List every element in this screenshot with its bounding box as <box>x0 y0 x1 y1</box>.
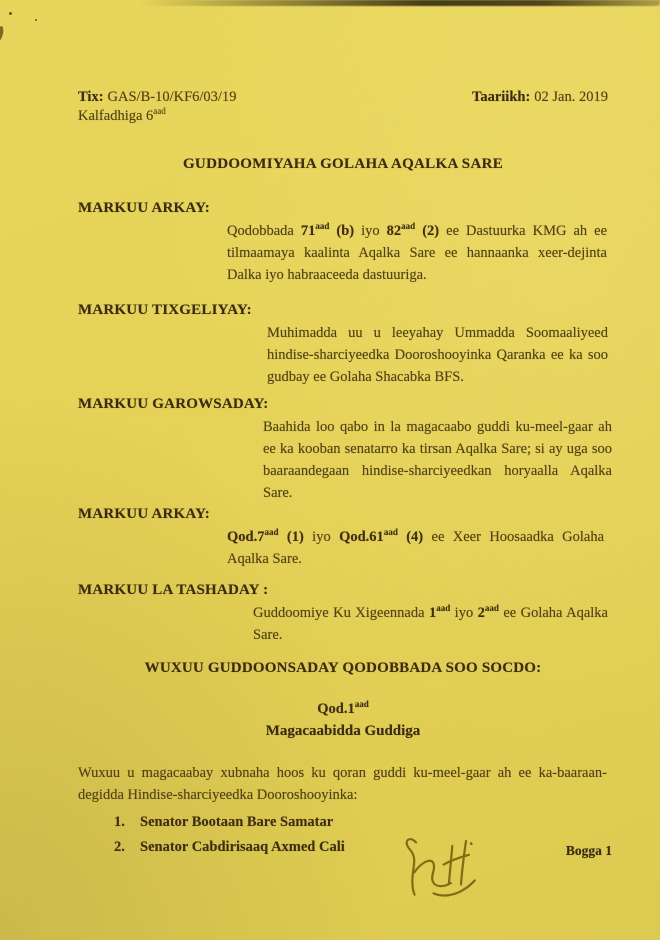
clause-markuu-garowsaday <box>78 394 612 504</box>
clause-heading: MARKUU TIXGELIYAY: <box>78 302 252 318</box>
clause-markuu-la-tashaday <box>78 580 608 646</box>
document-content <box>78 0 612 859</box>
clause-body: Qodobbada $71^{aad}$ (b) iyo $82^{aad}$ (2) ee Dastuurka KMG ah ee tilmaamaya kaalinta Aqalka Sare ee hannaanka xeer-dejinta Dalka iyo habraaceeda dastuuriga. <box>227 221 608 283</box>
clause-heading: MARKUU ARKAY: <box>78 200 210 216</box>
members-list <box>114 810 608 859</box>
date-line <box>472 88 608 107</box>
clause-heading: MARKUU LA TASHADAY : <box>78 582 269 598</box>
resolution-heading: WUXUU GUDDOONSADAY QODOBBADA SOO SOCDO: <box>144 660 542 676</box>
document-header <box>78 88 608 126</box>
session-line: Kalfadhiga $6^{aad}$ <box>78 106 166 124</box>
page-number: Bogga 1 <box>565 843 612 858</box>
clause-body: Guddoomiye Ku Xigeennada $1^{aad}$ iyo $2^{aad}$ ee Golaha Aqalka Sare. <box>253 603 608 643</box>
article-number: Qod.1$^{aad}$ <box>317 699 369 717</box>
list-item <box>114 835 608 860</box>
clause-markuu-arkay-1 <box>78 198 608 286</box>
paper-speck <box>9 12 12 15</box>
clause-body: Qod.7$^{aad}$ (1) iyo Qod.61$^{aad}$ (4) ee Xeer Hoosaadka Golaha Aqalka Sare. <box>227 527 605 567</box>
clause-markuu-arkay-2 <box>78 504 608 570</box>
reference-line <box>78 88 236 107</box>
handwritten-signature-icon <box>399 827 504 914</box>
appointment-paragraph: Wuxuu u magacaabay xubnaha hoos ku qoran guddi ku-meel-gaar ah ee ka-baaraan-degidda Hindise-sharciyeedka Dooroshooyinka: <box>78 765 607 803</box>
date-label: Taariikh: <box>471 89 531 105</box>
list-item-number: 2. <box>114 838 125 855</box>
reference-value: GAS/B-10/KF6/03/19 <box>107 89 237 105</box>
paper-speck <box>35 19 37 21</box>
paper-edge-mark <box>0 26 4 42</box>
member-name: Senator Cabdirisaaq Axmed Cali <box>140 838 345 855</box>
reference-label: Tix: <box>78 89 104 105</box>
date-value: 02 Jan. 2019 <box>534 89 608 105</box>
document-title: GUDDOOMIYAHA GOLAHA AQALKA SARE <box>182 156 504 172</box>
clause-heading: MARKUU GAROWSADAY: <box>78 396 269 412</box>
list-item-number: 1. <box>114 814 125 830</box>
header-left <box>78 88 236 126</box>
article-title: Magacaabidda Guddiga <box>265 723 421 739</box>
list-item <box>114 810 608 835</box>
clause-body: Muhimadda uu u leeyahay Ummadda Soomaaliyeed hindise-sharciyeedka Dooroshooyinka Qaranka ee ka soo gudbay ee Golaha Shacabka BFS. <box>267 325 608 385</box>
clause-markuu-tixgeliyay <box>78 300 608 388</box>
header-right <box>472 88 608 126</box>
clause-heading: MARKUU ARKAY: <box>78 506 210 522</box>
clause-body: Baahida loo qabo in la magacaabo guddi ku-meel-gaar ah ee ka kooban senatarro ka tirsan Aqalka Sare; si ay uga soo baaraandegaan hindise-sharciyeedkan horyaalla Aqalka Sare. <box>263 419 612 501</box>
member-name: Senator Bootaan Bare Samatar <box>140 814 334 830</box>
